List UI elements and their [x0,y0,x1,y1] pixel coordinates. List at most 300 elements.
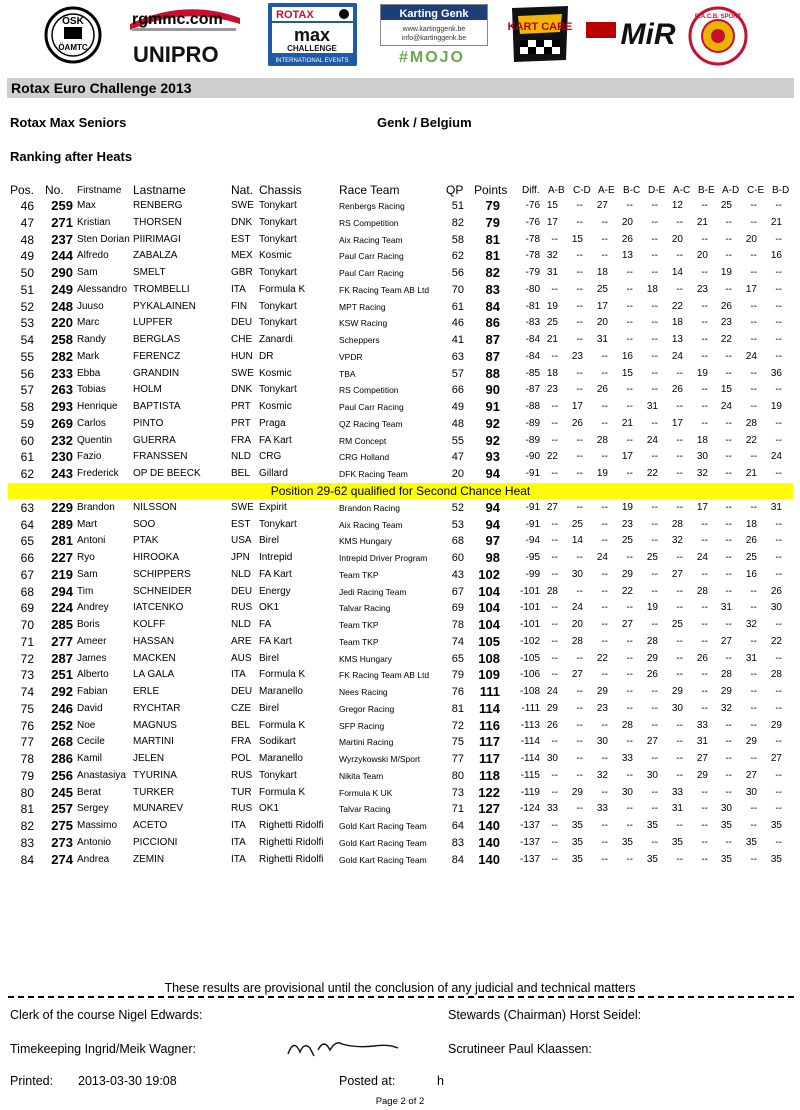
cell-heat-ae: 31 [596,334,608,345]
cell-heat-bc: -- [626,686,633,697]
cell-qp: 82 [451,216,464,229]
cell-nationality: NLD [231,568,252,580]
cell-pos: 75 [20,701,34,716]
cell-kart-number: 285 [51,617,73,632]
cell-pos: 49 [20,249,34,264]
cell-heat-ab: -- [551,518,558,530]
cell-heat-ad: 25 [720,200,732,211]
cell-kart-number: 256 [51,767,73,783]
cell-pos: 57 [20,383,34,398]
cell-chassis: Kosmic [259,367,292,379]
cell-pos: 54 [20,333,34,347]
cell-heat-ab: -- [551,568,558,580]
cell-heat-de: -- [651,702,658,714]
cell-lastname: ZABALZA [133,250,178,262]
col-no: No. [45,183,64,197]
cell-heat-bd: 35 [770,820,782,831]
cell-heat-ae: 20 [596,317,608,329]
cell-lastname: HIROOKA [133,552,180,563]
cell-heat-cd: 35 [571,820,583,831]
cell-chassis: FA Kart [259,568,292,580]
event-title: Rotax Euro Challenge 2013 [7,78,794,98]
cell-pos: 46 [20,199,34,213]
cell-heat-be: -- [701,836,708,848]
table-row [0,818,800,835]
cell-heat-de: 18 [646,283,658,295]
cell-points: 104 [478,600,500,616]
cell-diff: -137 [519,820,540,831]
cell-kart-number: 230 [51,449,73,465]
rotax-max-challenge-logo [268,3,357,66]
cell-kart-number: 268 [51,734,73,750]
cell-heat-be: -- [701,518,708,530]
cell-firstname: Alessandro [77,283,128,295]
cell-heat-cd: 35 [571,853,583,865]
cell-heat-ab: -- [551,283,558,295]
cell-kart-number: 263 [51,382,73,398]
cell-heat-de: 35 [646,853,658,865]
cell-firstname: Massimo [77,820,118,831]
cell-lastname: MARTINI [133,736,174,748]
cell-heat-de: -- [651,300,658,312]
cell-heat-ab: -- [551,233,558,245]
cell-nationality: FIN [231,300,248,312]
cell-lastname: IATCENKO [133,602,184,614]
cell-race-team: VPDR [339,351,363,362]
cell-race-team: KSW Racing [339,318,388,329]
cell-chassis: Birel [259,702,280,714]
cell-heat-ab: 17 [546,216,558,228]
cell-heat-ae: 32 [596,769,608,781]
cell-diff: -78 [525,233,540,245]
cell-heat-ab: -- [551,652,558,664]
cell-pos: 72 [20,651,34,666]
svg-text:ÖSK: ÖSK [62,16,84,27]
cell-heat-ab: -- [551,853,558,865]
cell-heat-bd: -- [775,417,782,429]
cell-nationality: ITA [231,820,246,831]
cell-pos: 80 [20,785,34,800]
cell-qp: 55 [451,434,464,447]
col-firstname: Firstname [77,185,122,196]
cell-heat-be: 30 [696,451,708,463]
cell-nationality: DNK [231,216,253,228]
cell-points: 127 [478,801,500,817]
cell-lastname: ZEMIN [133,853,165,865]
mojo-logo [376,46,488,66]
table-row [0,449,800,466]
cell-heat-ce: -- [750,216,757,228]
cell-pos: 83 [20,835,34,850]
cell-heat-de: 29 [646,652,658,664]
cell-heat-cd: -- [576,468,583,479]
cell-race-team: Brandon Racing [339,502,400,513]
cell-pos: 78 [20,752,34,766]
cell-race-team: Scheppers [339,335,380,345]
cell-heat-be: 27 [696,753,708,764]
cell-firstname: Fabian [77,686,108,697]
stewards: Stewards (Chairman) Horst Seidel: [448,1008,642,1022]
cell-heat-ad: -- [725,518,732,530]
cell-heat-ad: 27 [720,635,732,647]
cell-heat-cd: 20 [571,619,583,630]
cell-points: 92 [485,415,500,431]
table-row [0,366,800,383]
cell-chassis: Tonykart [259,216,297,228]
cell-qp: 51 [451,200,464,212]
cell-kart-number: 232 [51,432,73,448]
cell-lastname: MACKEN [133,652,176,664]
venue: Genk / Belgium [377,115,472,130]
cell-heat-ce: -- [750,317,757,329]
cell-heat-bc: 30 [621,786,633,798]
cell-heat-de: -- [651,568,658,580]
cell-heat-bc: 17 [621,451,633,463]
cell-heat-ce: -- [750,719,757,731]
cell-heat-cd: 26 [571,417,583,429]
cell-lastname: ERLE [133,686,160,697]
cell-heat-ad: 26 [720,300,732,312]
cell-qp: 66 [451,384,464,397]
cell-heat-de: -- [651,200,658,211]
cell-heat-be: -- [701,200,708,211]
cell-nationality: EST [231,518,251,530]
table-row [0,265,800,282]
table-row [0,651,800,668]
cell-lastname: PTAK [133,535,159,547]
cell-nationality: RUS [231,803,253,815]
cell-points: 94 [485,499,500,515]
cell-points: 82 [485,265,500,280]
cell-diff: -89 [525,434,540,446]
cell-heat-ae: 30 [596,736,608,748]
cell-diff: -76 [525,216,540,228]
cell-race-team: FK Racing Team AB Ltd [339,284,430,295]
svg-text:INTERNATIONAL EVENTS: INTERNATIONAL EVENTS [275,58,349,64]
cell-diff: -137 [519,836,540,848]
cell-heat-be: -- [701,350,708,362]
cell-kart-number: 271 [51,214,73,230]
cell-kart-number: 275 [51,818,73,833]
cell-diff: -78 [525,250,540,262]
cell-heat-ab: 23 [546,384,558,396]
cell-heat-de: -- [651,317,658,329]
cell-heat-de: -- [651,250,658,262]
cell-heat-bd: 31 [770,501,782,513]
cell-lastname: GUERRA [133,434,176,446]
cell-heat-be: -- [701,233,708,245]
cell-heat-ce: -- [750,753,757,764]
cell-lastname: BERGLAS [133,334,181,345]
cell-race-team: TBA [339,368,356,379]
cell-chassis: Formula K [259,669,306,681]
cell-heat-ab: 29 [546,702,558,714]
cell-firstname: Boris [77,619,100,630]
cell-nationality: RUS [231,769,253,781]
cell-heat-ac: 20 [671,233,683,245]
cell-kart-number: 244 [51,248,73,264]
cell-heat-be: -- [701,568,708,580]
cell-heat-bc: -- [626,300,633,312]
cell-diff: -76 [525,200,540,211]
cell-race-team: Gregor Racing [339,703,395,714]
cell-kart-number: 252 [51,717,73,733]
cell-heat-cd: -- [576,434,583,446]
cell-lastname: TROMBELLI [133,283,190,295]
cell-chassis: Tonykart [259,200,297,211]
cell-heat-ae: -- [601,786,608,798]
cell-lastname: HOLM [133,384,162,396]
results-table [0,198,800,868]
cell-heat-ac: 25 [671,619,683,630]
cell-heat-bc: -- [626,317,633,329]
cell-nationality: ARE [231,635,252,647]
cell-firstname: Frederick [77,468,119,479]
cell-heat-cd: -- [576,702,583,714]
svg-text:www.kartinggenk.be: www.kartinggenk.be [402,26,466,33]
cell-kart-number: 282 [51,348,73,364]
cell-qp: 81 [451,702,464,715]
cell-heat-bd: -- [775,702,782,714]
cell-heat-be: -- [701,803,708,815]
cell-heat-be: -- [701,702,708,714]
col-heat-de: D-E [648,185,666,196]
posted-value: h [437,1074,444,1088]
cell-qp: 41 [451,334,464,346]
cell-heat-ab: -- [551,669,558,681]
cell-points: 104 [478,583,500,599]
cell-qp: 43 [451,568,464,581]
cell-heat-ab: -- [551,434,558,446]
col-heat-ce: C-E [747,185,765,196]
cell-firstname: Antonio [77,836,111,848]
cell-firstname: Anastasiya [77,769,126,781]
table-row [0,517,800,534]
cell-kart-number: 281 [51,533,73,549]
provisional-notice: These results are provisional until the conclusion of any judicial and technical matters [164,981,636,995]
cell-pos: 74 [20,685,34,699]
cell-pos: 71 [20,634,34,649]
cell-points: 79 [485,198,500,213]
cell-race-team: Paul Carr Racing [339,402,404,412]
cell-diff: -91 [525,468,540,479]
cell-heat-cd: 25 [571,518,583,530]
cell-heat-cd: -- [576,267,583,278]
clerk-of-course: Clerk of the course Nigel Edwards: [10,1008,203,1022]
table-row [0,550,800,567]
cell-diff: -99 [525,568,540,580]
cell-heat-ac: -- [676,451,683,463]
cell-pos: 79 [20,768,34,783]
table-row [0,785,800,802]
cell-heat-ae: -- [601,836,608,848]
cell-heat-ad: -- [725,719,732,731]
cell-pos: 48 [20,232,34,247]
cell-heat-de: -- [651,686,658,697]
cell-heat-ae: -- [601,250,608,262]
cell-pos: 73 [20,668,34,683]
table-row [0,232,800,249]
table-row [0,567,800,584]
cell-heat-ac: -- [676,434,683,446]
cell-heat-ce: -- [750,250,757,262]
cell-lastname: JELEN [133,753,165,764]
cell-heat-bd: -- [775,384,782,396]
cell-chassis: Maranello [259,753,303,764]
cell-qp: 78 [451,619,464,631]
table-row [0,416,800,433]
cell-kart-number: 287 [51,650,73,666]
unipro-logo [131,40,241,66]
table-row [0,684,800,701]
cell-heat-cd: -- [576,585,583,597]
osk-oamtc-logo [44,2,102,68]
cell-diff: -115 [520,769,540,781]
cell-heat-ce: -- [750,803,757,815]
cell-firstname: Tobias [77,384,106,396]
table-header [0,182,800,198]
cell-heat-ad: 29 [720,686,732,697]
cell-qp: 20 [451,468,464,480]
cell-diff: -79 [525,267,540,278]
cell-lastname: PYKALAINEN [133,300,196,312]
cell-heat-ac: 29 [671,686,683,697]
cell-heat-cd: 23 [571,350,583,362]
mir-logo [586,16,686,50]
cell-heat-ce: -- [750,401,757,412]
cell-heat-bc: 35 [621,836,633,848]
cell-heat-ac: -- [676,669,683,681]
cell-heat-be: 28 [696,585,708,597]
svg-text:R.A.C.B. SPORT: R.A.C.B. SPORT [694,14,742,20]
cell-heat-ab: -- [551,820,558,831]
cell-heat-bc: -- [626,334,633,345]
cell-heat-cd: 15 [571,233,583,245]
cell-kart-number: 243 [51,466,73,481]
cell-heat-ce: -- [750,585,757,597]
cell-heat-ab: 31 [546,267,558,278]
cell-heat-be: -- [701,786,708,798]
cell-heat-bd: 30 [770,602,782,614]
cell-race-team: Nees Racing [339,687,388,697]
cell-heat-ce: 17 [745,283,757,295]
cell-pos: 66 [20,551,34,565]
cell-points: 140 [478,834,500,850]
cell-heat-ab: 32 [546,250,558,262]
cell-firstname: Carlos [77,417,106,429]
cell-heat-ab: -- [551,417,558,429]
cell-race-team: DFK Racing Team [339,469,408,479]
cell-lastname: RENBERG [133,200,183,211]
cell-heat-ae: -- [601,451,608,463]
posted-label: Posted at: [339,1074,396,1088]
cell-heat-ac: 14 [671,267,683,278]
cell-chassis: Formula K [259,283,306,295]
cell-qp: 61 [451,300,464,313]
cell-heat-bd: -- [775,283,782,295]
cell-heat-be: 20 [696,250,708,262]
cell-lastname: TURKER [133,786,175,798]
cell-heat-ce: -- [750,686,757,697]
cell-heat-de: 22 [646,468,658,479]
cell-pos: 52 [20,299,34,314]
table-row [0,801,800,818]
cell-qp: 63 [451,350,464,363]
cell-heat-ae: 33 [596,803,608,815]
cell-pos: 77 [20,735,34,750]
cell-heat-bc: 21 [621,417,633,429]
cell-points: 109 [478,667,500,683]
col-points: Points [474,183,508,197]
kart-care-logo [508,2,572,66]
cell-firstname: Noe [77,719,96,731]
cell-firstname: Juuso [77,300,104,312]
cell-heat-ac: 32 [671,535,683,547]
cell-pos: 51 [20,282,34,297]
cell-lastname: FERENCZ [133,350,181,362]
cell-kart-number: 292 [51,684,73,699]
cell-heat-bc: 20 [621,216,633,228]
cell-pos: 59 [20,416,34,431]
cell-pos: 55 [20,349,34,364]
cell-heat-ae: -- [601,669,608,681]
cell-firstname: Mart [77,518,97,530]
cell-heat-ab: 25 [546,317,558,329]
cell-points: 105 [478,633,500,649]
cell-pos: 69 [20,601,34,616]
col-pos: Pos. [10,183,35,197]
cell-heat-bd: 28 [770,669,782,681]
cell-heat-ad: 32 [720,702,732,714]
cell-heat-ad: -- [725,769,732,781]
cell-chassis: Zanardi [259,334,293,345]
cell-heat-cd: -- [576,451,583,463]
cell-heat-ad: -- [725,350,732,362]
cell-diff: -113 [520,719,540,731]
cell-heat-de: -- [651,518,658,530]
cell-heat-ad: -- [725,535,732,547]
cell-race-team: RM Concept [339,435,387,446]
cell-qp: 58 [451,233,464,246]
cell-chassis: Tonykart [259,317,297,329]
cell-heat-ab: -- [551,535,558,547]
cell-heat-bc: -- [626,283,633,295]
cell-pos: 64 [20,517,34,532]
cell-firstname: Kamil [77,753,103,764]
cell-lastname: SCHIPPERS [133,568,191,580]
cell-heat-ae: -- [601,535,608,547]
cell-heat-bd: -- [775,267,782,278]
cell-heat-ac: -- [676,501,683,513]
cell-heat-de: -- [651,417,658,429]
cell-nationality: SWE [231,501,254,513]
cell-chassis: Sodikart [259,736,296,748]
cell-firstname: Ameer [77,635,107,647]
cell-heat-de: -- [651,384,658,396]
table-row [0,399,800,416]
cell-heat-be: 17 [696,501,708,513]
table-row [0,248,800,265]
cell-heat-bd: -- [775,434,782,446]
cell-heat-ab: 30 [546,753,558,764]
table-row [0,500,800,517]
cell-heat-bc: 16 [621,350,633,362]
cell-heat-de: -- [651,367,658,379]
cell-kart-number: 233 [51,365,73,381]
cell-heat-be: 19 [696,367,708,379]
cell-heat-cd: 14 [571,535,583,547]
cell-nationality: USA [231,535,252,547]
